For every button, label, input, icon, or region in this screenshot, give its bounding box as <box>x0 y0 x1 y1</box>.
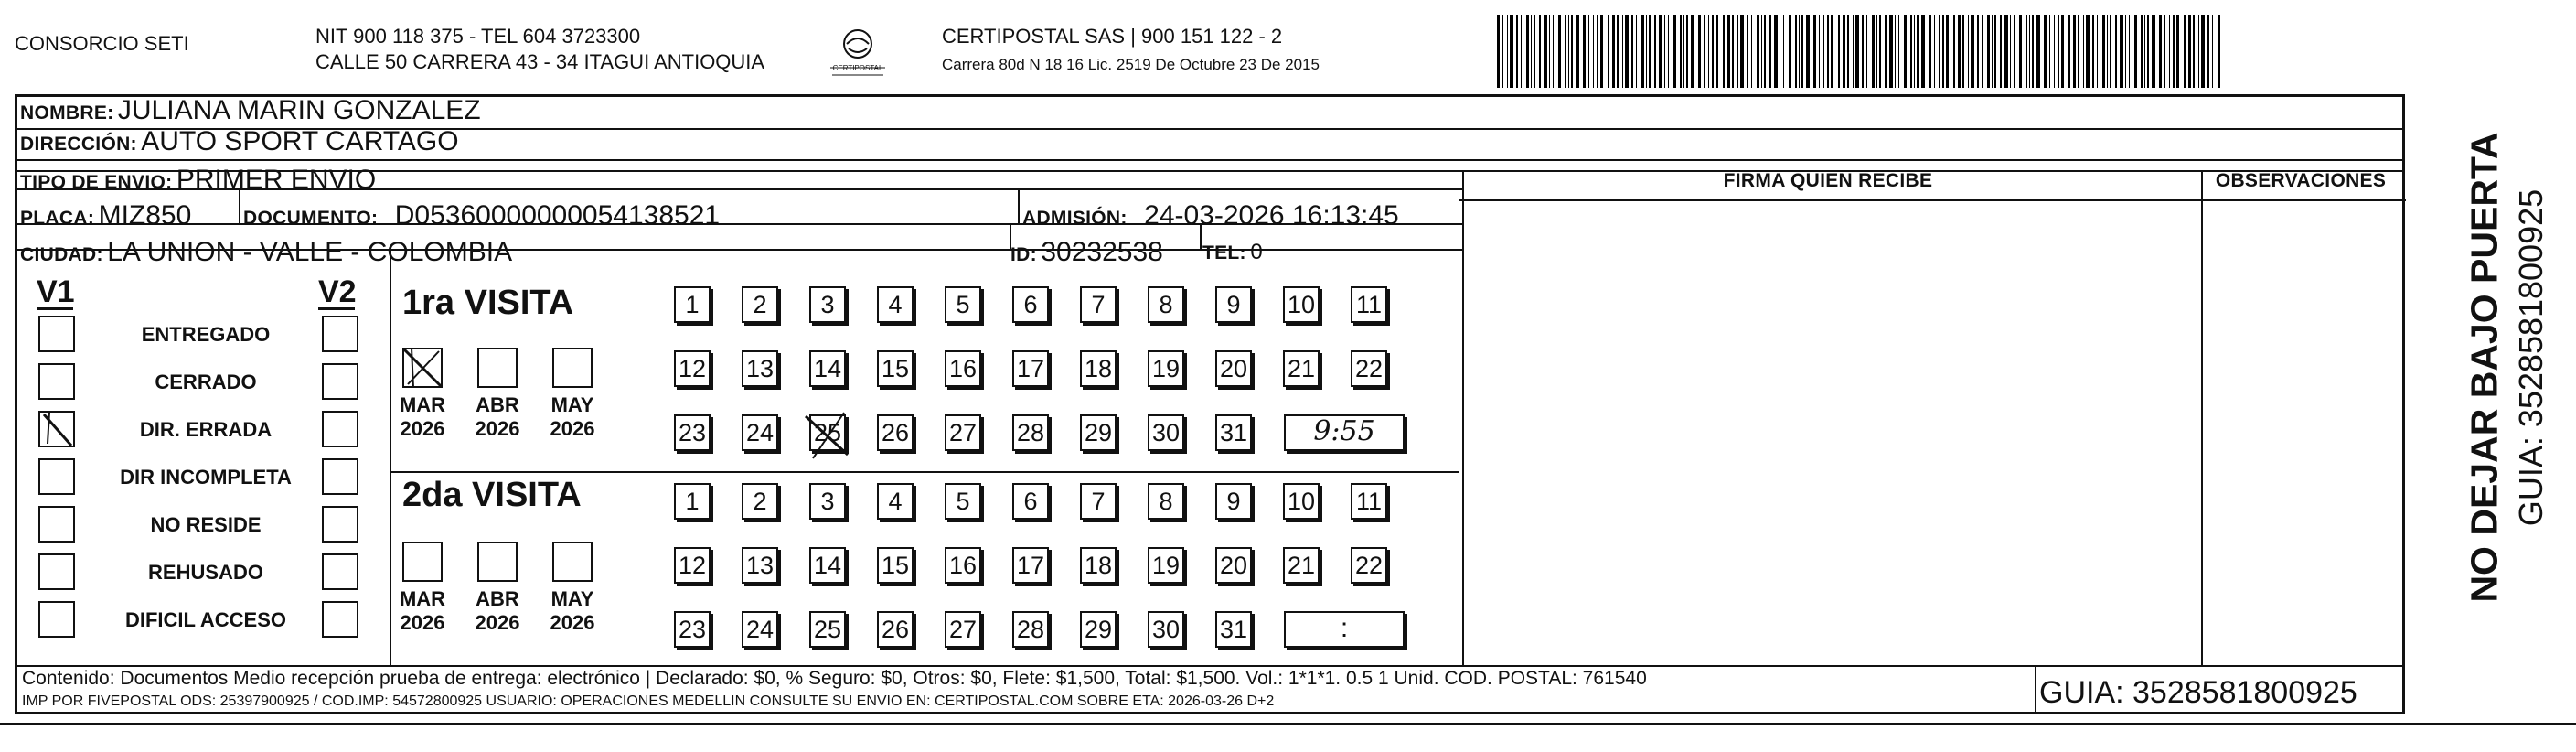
barcode-bar <box>1507 15 1508 88</box>
barcode-bar <box>2164 15 2165 88</box>
barcode-bar <box>1872 15 1875 88</box>
visit2-month-may-label <box>540 587 604 635</box>
visit1-day-21[interactable]: 21 <box>1283 350 1320 387</box>
visit1-day-27[interactable]: 27 <box>945 414 981 451</box>
visit1-day-3[interactable]: 3 <box>809 286 846 323</box>
barcode-bar <box>1668 15 1669 88</box>
barcode-bar <box>2032 15 2034 88</box>
visit1-day-30[interactable]: 30 <box>1148 414 1184 451</box>
v2-checkbox-dir-errada[interactable] <box>322 411 358 447</box>
month-name: MAY <box>550 587 594 610</box>
ciudad-label: CIUDAD: <box>20 244 103 265</box>
visit2-day-24[interactable]: 24 <box>742 611 778 648</box>
visit1-day-14[interactable]: 14 <box>809 350 846 387</box>
barcode-bar <box>1795 15 1797 88</box>
barcode-bar <box>2014 15 2015 88</box>
barcode-bar <box>2083 15 2084 88</box>
visit2-month-mar-checkbox[interactable] <box>402 542 443 582</box>
barcode-bar <box>1583 15 1586 88</box>
barcode-bar <box>2115 15 2117 88</box>
barcode-bar <box>1737 15 1738 88</box>
barcode-bar <box>1982 15 1983 88</box>
barcode-bar <box>2102 15 2105 88</box>
reason-label-dir-errada: DIR. ERRADA <box>139 418 273 441</box>
barcode-bar <box>1847 15 1849 88</box>
barcode-bar <box>2097 15 2098 88</box>
barcode-bar <box>2152 15 2155 88</box>
barcode-bar <box>2176 15 2179 88</box>
barcode-bar <box>1649 15 1651 88</box>
visit1-day-16[interactable]: 16 <box>945 350 981 387</box>
v2-checkbox-dificil-acceso[interactable] <box>322 601 358 638</box>
barcode-bar <box>1862 15 1864 88</box>
barcode-bar <box>1971 15 1974 88</box>
barcode-bar <box>2129 15 2130 88</box>
visit1-day-26[interactable]: 26 <box>877 414 914 451</box>
barcode-bar <box>2120 15 2123 88</box>
barcode-bar <box>1942 15 1944 88</box>
barcode-bar <box>1571 15 1573 88</box>
barcode-bar <box>1801 15 1803 88</box>
visit1-day-11[interactable]: 11 <box>1351 286 1387 323</box>
barcode-bar <box>1683 15 1684 88</box>
barcode-bar <box>1622 15 1623 88</box>
v1-checkbox-cerrado[interactable] <box>38 363 75 400</box>
barcode-bar <box>1502 15 1503 88</box>
barcode-bar <box>1946 15 1949 88</box>
visit1-day-12[interactable]: 12 <box>674 350 711 387</box>
visit1-month-may-checkbox[interactable] <box>552 348 593 388</box>
v2-checkbox-no-reside[interactable] <box>322 506 358 543</box>
month-year: 2026 <box>475 417 520 440</box>
barcode-bar <box>1740 15 1744 88</box>
admision-value: 24-03-2026 16:13:45 <box>1144 200 1399 231</box>
tipo-label: TIPO DE ENVIO: <box>20 172 173 193</box>
barcode-bar <box>2026 15 2027 88</box>
observaciones-header: OBSERVACIONES <box>2215 170 2387 191</box>
barcode-bar <box>1516 15 1518 88</box>
barcode-bar <box>1608 15 1609 88</box>
visit2-day-29[interactable]: 29 <box>1080 611 1117 648</box>
v1-checkbox-entregado[interactable] <box>38 316 75 352</box>
visit2-title: 2da VISITA <box>402 476 582 514</box>
visit2-day-15[interactable]: 15 <box>877 547 914 584</box>
visit2-day-3[interactable]: 3 <box>809 483 846 520</box>
visit2-day-5[interactable]: 5 <box>945 483 981 520</box>
imp-text: IMP POR FIVEPOSTAL ODS: 25397900925 / COD.IMP: 54572800925 USUARIO: OPERACIONES MEDELLIN CONSULTE SU ENVIO EN: CERTIPOSTAL.COM SOBRE ETA: 2026-03-26 D+2 <box>22 693 1275 709</box>
barcode-bar <box>1855 15 1859 88</box>
barcode-bar <box>2134 15 2137 88</box>
barcode-bar <box>2173 15 2175 88</box>
barcode-bar <box>2029 15 2030 88</box>
barcode-bar <box>2184 15 2186 88</box>
barcode-bar <box>2188 15 2191 88</box>
barcode-bar <box>2201 15 2205 88</box>
barcode-bar <box>1664 15 1665 88</box>
nombre-value: JULIANA MARIN GONZALEZ <box>117 95 481 125</box>
reason-label-entregado: ENTREGADO <box>141 323 271 346</box>
barcode-bar <box>1732 15 1734 88</box>
visit2-day-20[interactable]: 20 <box>1215 547 1252 584</box>
v1-header: V1 <box>37 274 75 309</box>
barcode-bar <box>1992 15 1993 88</box>
barcode-bar <box>1531 15 1532 88</box>
barcode-bar <box>1708 15 1709 88</box>
barcode-bar <box>1612 15 1615 88</box>
visit2-day-30[interactable]: 30 <box>1148 611 1184 648</box>
logo-text: CERTIPOSTAL <box>832 64 883 72</box>
side-guia: GUIA: 3528581800925 <box>2512 188 2549 527</box>
visit1-time-box[interactable]: 9:55 <box>1284 414 1405 451</box>
barcode-bar <box>1789 15 1791 88</box>
visit2-day-13[interactable]: 13 <box>742 547 778 584</box>
visit1-month-abr-checkbox[interactable] <box>477 348 518 388</box>
visit2-day-28[interactable]: 28 <box>1012 611 1049 648</box>
barcode-bar <box>1939 15 1940 88</box>
visit2-day-9[interactable]: 9 <box>1215 483 1252 520</box>
barcode-bar <box>1723 15 1725 88</box>
barcode-bar <box>1558 15 1561 88</box>
barcode-bar <box>1929 15 1931 88</box>
barcode-bar <box>2086 15 2090 88</box>
visit1-day-1[interactable]: 1 <box>674 286 711 323</box>
barcode-bar <box>1631 15 1633 88</box>
barcode-bar <box>2107 15 2108 88</box>
barcode-bar <box>1898 15 1899 88</box>
visit2-month-abr-checkbox[interactable] <box>477 542 518 582</box>
barcode-bar <box>1977 15 1979 88</box>
visit1-day-24[interactable]: 24 <box>742 414 778 451</box>
barcode-bar <box>1497 15 1500 88</box>
barcode-bar <box>2061 15 2064 88</box>
month-year: 2026 <box>475 611 520 634</box>
barcode-bar <box>1534 15 1535 88</box>
certipostal-logo-icon <box>821 26 894 81</box>
v2-checkbox-dir-incompleta[interactable] <box>322 458 358 495</box>
month-name: MAY <box>550 393 594 416</box>
contenido-text: Contenido: Documentos Medio recepción prueba de entrega: electrónico | Declarado: $0, % Seguro: $0, Otros: $0, Flete: $1,500, Total: $1,500. Vol.: 1*1*1. 0.5 1 Unid. COD. POSTAL: 761540 <box>22 668 1647 689</box>
barcode-bar <box>1934 15 1935 88</box>
barcode-bar <box>1698 15 1701 88</box>
visit2-day-4[interactable]: 4 <box>877 483 914 520</box>
visit1-day-2[interactable]: 2 <box>742 286 778 323</box>
barcode-bar <box>1879 15 1881 88</box>
barcode-bar <box>1673 15 1676 88</box>
barcode-bar <box>1539 15 1541 88</box>
barcode-bar <box>2044 15 2047 88</box>
visit2-day-17[interactable]: 17 <box>1012 547 1049 584</box>
license-line: Carrera 80d N 18 16 Lic. 2519 De Octubre 23 De 2015 <box>942 56 1320 73</box>
barcode-bar <box>1761 15 1762 88</box>
barcode-bar <box>2004 15 2008 88</box>
barcode-bar <box>1853 15 1854 88</box>
visit1-day-7[interactable]: 7 <box>1080 286 1117 323</box>
month-year: 2026 <box>550 417 595 440</box>
barcode-bar <box>2147 15 2149 88</box>
visit2-day-23[interactable]: 23 <box>674 611 711 648</box>
barcode-bar <box>1823 15 1824 88</box>
visit1-day-8[interactable]: 8 <box>1148 286 1184 323</box>
v2-checkbox-rehusado[interactable] <box>322 553 358 590</box>
visit2-time-box[interactable]: : <box>1284 611 1405 648</box>
month-year: 2026 <box>400 417 445 440</box>
visit1-month-mar-label <box>390 393 454 441</box>
barcode-bar <box>1521 15 1522 88</box>
barcode-bar <box>2054 15 2055 88</box>
barcode-bar <box>1553 15 1554 88</box>
barcode-bar <box>2125 15 2126 88</box>
visit1-month-abr-label <box>465 393 529 441</box>
v1-checkbox-no-reside[interactable] <box>38 506 75 543</box>
barcode-bar <box>1876 15 1877 88</box>
barcode-bar <box>1654 15 1656 88</box>
barcode-bar <box>1962 15 1964 88</box>
visit1-day-23[interactable]: 23 <box>674 414 711 451</box>
side-text <box>2414 101 2565 640</box>
visit1-day-18[interactable]: 18 <box>1080 350 1117 387</box>
barcode-bar <box>1712 15 1714 88</box>
visit1-day-17[interactable]: 17 <box>1012 350 1049 387</box>
barcode-bar <box>2218 15 2220 88</box>
barcode-bar <box>1617 15 1619 88</box>
barcode-bar <box>1774 15 1778 88</box>
barcode-bar <box>2169 15 2170 88</box>
visit2-month-may-checkbox[interactable] <box>552 542 593 582</box>
visit1-day-9[interactable]: 9 <box>1215 286 1252 323</box>
reason-label-no-reside: NO RESIDE <box>150 513 262 536</box>
barcode-bar <box>1994 15 1996 88</box>
barcode-bar <box>1686 15 1688 88</box>
barcode-bar <box>2010 15 2011 88</box>
reason-label-dificil-acceso: DIFICIL ACCESO <box>124 608 286 631</box>
barcode-bar <box>1646 15 1647 88</box>
admision-label: ADMISIÓN: <box>1022 208 1128 229</box>
month-year: 2026 <box>400 611 445 634</box>
visit1-day-19[interactable]: 19 <box>1148 350 1184 387</box>
barcode-bar <box>1813 15 1816 88</box>
reason-label-dir-incompleta: DIR INCOMPLETA <box>120 466 292 489</box>
barcode-bar <box>2207 15 2209 88</box>
barcode-bar <box>1953 15 1955 88</box>
visit1-day-13[interactable]: 13 <box>742 350 778 387</box>
v1-checkbox-dificil-acceso[interactable] <box>38 601 75 638</box>
documento-value: D05360000000054138521 <box>394 200 721 231</box>
placa-label: PLACA: <box>20 208 95 229</box>
barcode-bar <box>1895 15 1896 88</box>
visit1-day-22[interactable]: 22 <box>1351 350 1387 387</box>
month-name: MAR <box>399 587 446 610</box>
visit2-day-31[interactable]: 31 <box>1215 611 1252 648</box>
barcode-bar <box>1799 15 1800 88</box>
visit2-day-11[interactable]: 11 <box>1351 483 1387 520</box>
barcode-bar <box>1843 15 1845 88</box>
visit1-day-25[interactable]: 25 <box>809 414 846 451</box>
barcode-bar <box>2110 15 2111 88</box>
barcode-bar <box>1680 15 1682 88</box>
visit2-month-abr-label <box>465 587 529 635</box>
nombre-label: NOMBRE: <box>20 102 114 124</box>
barcode-bar <box>1831 15 1833 88</box>
barcode-bar <box>2159 15 2162 88</box>
barcode-bar <box>1827 15 1829 88</box>
barcode-bar <box>1889 15 1893 88</box>
visit2-day-25[interactable]: 25 <box>809 611 846 648</box>
barcode-bar <box>1917 15 1919 88</box>
no-dejar-warning: NO DEJAR BAJO PUERTA <box>2463 132 2506 603</box>
visit2-day-8[interactable]: 8 <box>1148 483 1184 520</box>
barcode-bar <box>1659 15 1662 88</box>
v2-checkbox-entregado[interactable] <box>322 316 358 352</box>
nit-line: NIT 900 118 375 - TEL 604 3723300 <box>315 25 641 48</box>
barcode-bar <box>2058 15 2059 88</box>
v1-checkbox-rehusado[interactable] <box>38 553 75 590</box>
visit2-day-14[interactable]: 14 <box>809 547 846 584</box>
visit2-month-mar-label <box>390 587 454 635</box>
barcode-bar <box>1747 15 1748 88</box>
placa-value: MIZ850 <box>98 200 192 231</box>
certipostal-logo <box>821 26 894 81</box>
footer-guia: GUIA: 3528581800925 <box>2039 675 2357 710</box>
barcode-bar <box>1510 15 1513 88</box>
month-name: MAR <box>399 393 446 416</box>
barcode-bar <box>1549 15 1550 88</box>
barcode-bar <box>1769 15 1771 88</box>
barcode-bar <box>2092 15 2094 88</box>
visit1-day-31[interactable]: 31 <box>1215 414 1252 451</box>
barcode-bar <box>2019 15 2022 88</box>
visit1-day-28[interactable]: 28 <box>1012 414 1049 451</box>
direccion-value: AUTO SPORT CARTAGO <box>141 126 459 156</box>
ciudad-value: LA UNION - VALLE - COLOMBIA <box>107 237 513 267</box>
barcode-bar <box>1727 15 1730 88</box>
barcode-bar <box>1838 15 1840 88</box>
id-value: 30232538 <box>1041 237 1163 267</box>
reason-label-cerrado: CERRADO <box>155 371 257 393</box>
barcode-bar <box>1751 15 1752 88</box>
barcode-bar <box>1691 15 1694 88</box>
barcode-bar <box>1757 15 1759 88</box>
barcode-bar <box>1987 15 1990 88</box>
barcode-bar <box>1806 15 1810 88</box>
visit2-day-12[interactable]: 12 <box>674 547 711 584</box>
barcode-bar <box>1819 15 1820 88</box>
visit1-day-4[interactable]: 4 <box>877 286 914 323</box>
barcode-bar <box>2000 15 2002 88</box>
v1-mark-dir-errada <box>38 411 75 447</box>
barcode-bar <box>1588 15 1589 88</box>
visit1-month-may-label <box>540 393 604 441</box>
month-year: 2026 <box>550 611 595 634</box>
barcode-bar <box>1885 15 1887 88</box>
barcode-bar <box>1914 15 1915 88</box>
visit1-day-20[interactable]: 20 <box>1215 350 1252 387</box>
visit2-day-10[interactable]: 10 <box>1283 483 1320 520</box>
barcode-bar <box>1568 15 1569 88</box>
barcode-bar <box>1968 15 1969 88</box>
visit2-day-22[interactable]: 22 <box>1351 547 1387 584</box>
month-name: ABR <box>476 587 519 610</box>
certipostal-line: CERTIPOSTAL SAS | 900 151 122 - 2 <box>942 25 1283 48</box>
barcode-bar <box>2036 15 2040 88</box>
barcode-bar <box>2049 15 2050 88</box>
visit2-day-7[interactable]: 7 <box>1080 483 1117 520</box>
barcode-bar <box>2198 15 2199 88</box>
visit1-day-29[interactable]: 29 <box>1080 414 1117 451</box>
barcode-bar <box>2141 15 2143 88</box>
barcode-bar <box>1783 15 1784 88</box>
direccion-label: DIRECCIÓN: <box>20 134 137 155</box>
bottom-rule <box>0 723 2576 725</box>
barcode-bar <box>2073 15 2076 88</box>
barcode-bar <box>1544 15 1547 88</box>
barcode-bar <box>1921 15 1925 88</box>
barcode-bar <box>1593 15 1594 88</box>
barcode-bar <box>1904 15 1907 88</box>
tel-value: 0 <box>1250 240 1263 264</box>
barcode-bar <box>2068 15 2070 88</box>
barcode-bar <box>1866 15 1867 88</box>
tipo-value: PRIMER ENVIO <box>176 165 377 195</box>
visit2-day-18[interactable]: 18 <box>1080 547 1117 584</box>
company-name: CONSORCIO SETI <box>15 32 189 55</box>
firma-header: FIRMA QUIEN RECIBE <box>1723 170 1933 191</box>
barcode-bar <box>1641 15 1644 88</box>
visit1-day-6[interactable]: 6 <box>1012 286 1049 323</box>
visit1-day-mark <box>802 409 853 460</box>
visit2-day-19[interactable]: 19 <box>1148 547 1184 584</box>
v2-header: V2 <box>318 274 357 309</box>
visit1-title: 1ra VISITA <box>402 284 574 322</box>
barcode-bar <box>1958 15 1961 88</box>
barcode-bar <box>2212 15 2213 88</box>
address-line: CALLE 50 CARRERA 43 - 34 ITAGUI ANTIOQUIA <box>315 50 765 73</box>
barcode-bar <box>2144 15 2145 88</box>
visit2-day-26[interactable]: 26 <box>877 611 914 648</box>
barcode-bar <box>1576 15 1579 88</box>
visit2-day-2[interactable]: 2 <box>742 483 778 520</box>
barcode-bar <box>1716 15 1718 88</box>
barcode-bar <box>2078 15 2079 88</box>
visit2-day-1[interactable]: 1 <box>674 483 711 520</box>
barcode-bar <box>1910 15 1912 88</box>
barcode-bar <box>1636 15 1637 88</box>
v1-checkbox-dir-incompleta[interactable] <box>38 458 75 495</box>
documento-label: DOCUMENTO: <box>243 208 379 229</box>
reason-label-rehusado: REHUSADO <box>148 561 263 584</box>
visit1-month-mark <box>402 348 443 388</box>
visit1-day-15[interactable]: 15 <box>877 350 914 387</box>
visit2-day-27[interactable]: 27 <box>945 611 981 648</box>
barcode-bar <box>1625 15 1629 88</box>
id-label: ID: <box>1010 244 1037 265</box>
v2-checkbox-cerrado[interactable] <box>322 363 358 400</box>
barcode-bar <box>1565 15 1566 88</box>
month-name: ABR <box>476 393 519 416</box>
visit1-day-5[interactable]: 5 <box>945 286 981 323</box>
barcode-bar <box>1597 15 1598 88</box>
barcode-bar <box>1526 15 1529 88</box>
visit2-day-6[interactable]: 6 <box>1012 483 1049 520</box>
visit2-day-21[interactable]: 21 <box>1283 547 1320 584</box>
visit1-day-10[interactable]: 10 <box>1283 286 1320 323</box>
tel-label: TEL: <box>1202 242 1246 263</box>
barcode-bar <box>2193 15 2195 88</box>
visit2-day-16[interactable]: 16 <box>945 547 981 584</box>
barcode-bar <box>1764 15 1766 88</box>
barcode-bar <box>1704 15 1705 88</box>
barcode-bar <box>1600 15 1603 88</box>
